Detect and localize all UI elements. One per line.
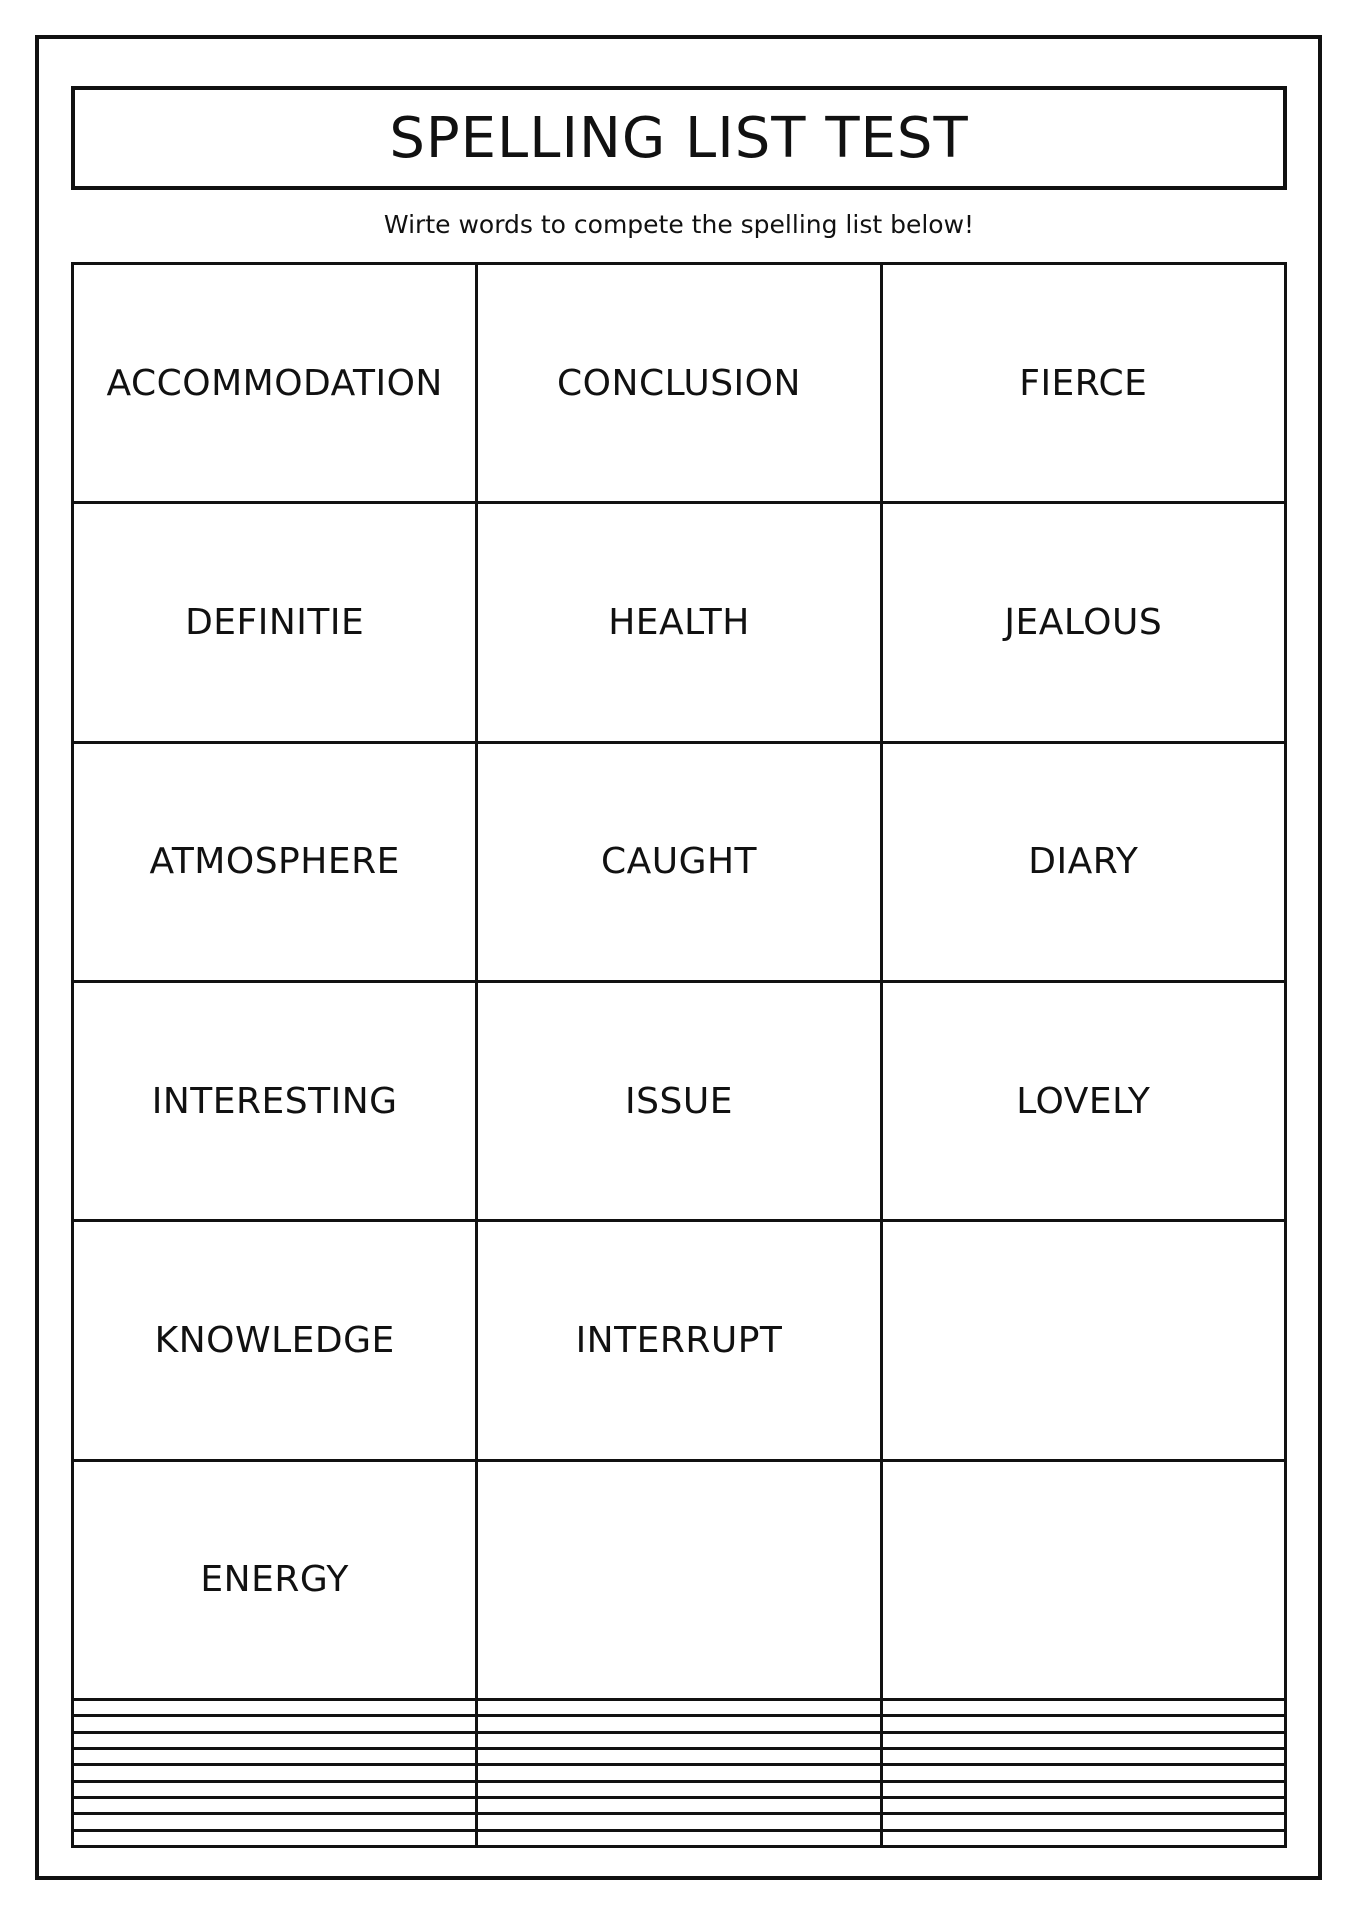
page-title: SPELLING LIST TEST <box>389 105 969 171</box>
spelling-word-cell: LOVELY <box>881 982 1285 1221</box>
title-box <box>71 86 1287 190</box>
blank-word-cell[interactable] <box>73 1765 477 1781</box>
blank-word-cell[interactable] <box>477 1781 881 1797</box>
blank-word-cell[interactable] <box>73 1732 477 1748</box>
blank-word-cell[interactable] <box>477 1749 881 1765</box>
blank-word-cell[interactable] <box>881 1732 1285 1748</box>
blank-word-cell[interactable] <box>881 1700 1285 1716</box>
blank-word-cell[interactable] <box>73 1797 477 1813</box>
blank-word-cell[interactable] <box>881 1765 1285 1781</box>
spelling-word-cell: JEALOUS <box>881 503 1285 742</box>
spelling-word-cell: CAUGHT <box>477 742 881 981</box>
spelling-word-cell: ENERGY <box>73 1460 477 1699</box>
blank-word-cell[interactable] <box>477 1732 881 1748</box>
grid-row <box>73 742 1286 981</box>
grid-row <box>73 264 1286 503</box>
blank-word-cell[interactable] <box>477 1797 881 1813</box>
blank-word-cell[interactable] <box>477 1700 881 1716</box>
spelling-word-cell: ACCOMMODATION <box>73 264 477 503</box>
blank-word-cell[interactable] <box>881 1460 1285 1699</box>
blank-word-cell[interactable] <box>477 1814 881 1830</box>
blank-word-cell[interactable] <box>881 1814 1285 1830</box>
grid-row <box>73 1749 1286 1765</box>
spelling-word-cell: FIERCE <box>881 264 1285 503</box>
blank-word-cell[interactable] <box>73 1781 477 1797</box>
grid-row <box>73 1716 1286 1732</box>
blank-word-cell[interactable] <box>881 1716 1285 1732</box>
spelling-word-cell: DEFINITIE <box>73 503 477 742</box>
blank-word-cell[interactable] <box>73 1830 477 1846</box>
spelling-word-cell: CONCLUSION <box>477 264 881 503</box>
spelling-word-cell: KNOWLEDGE <box>73 1221 477 1460</box>
blank-word-cell[interactable] <box>477 1765 881 1781</box>
instructions-text: Wirte words to compete the spelling list below! <box>383 209 975 239</box>
spelling-word-cell: INTERESTING <box>73 982 477 1221</box>
spelling-word-cell: HEALTH <box>477 503 881 742</box>
grid-row <box>73 503 1286 742</box>
spelling-word-cell: INTERRUPT <box>477 1221 881 1460</box>
grid-row <box>73 1814 1286 1830</box>
blank-word-cell[interactable] <box>881 1830 1285 1846</box>
spelling-grid <box>71 262 1287 1848</box>
blank-word-cell[interactable] <box>73 1814 477 1830</box>
spelling-word-cell: ATMOSPHERE <box>73 742 477 981</box>
spelling-grid-body <box>73 264 1286 1847</box>
blank-word-cell[interactable] <box>881 1749 1285 1765</box>
blank-word-cell[interactable] <box>881 1221 1285 1460</box>
blank-word-cell[interactable] <box>881 1797 1285 1813</box>
grid-row <box>73 1830 1286 1846</box>
blank-word-cell[interactable] <box>477 1460 881 1699</box>
blank-word-cell[interactable] <box>477 1716 881 1732</box>
grid-row <box>73 1221 1286 1460</box>
spelling-word-cell: ISSUE <box>477 982 881 1221</box>
grid-row <box>73 1732 1286 1748</box>
grid-row <box>73 1700 1286 1716</box>
blank-word-cell[interactable] <box>477 1830 881 1846</box>
blank-word-cell[interactable] <box>73 1716 477 1732</box>
grid-row <box>73 1781 1286 1797</box>
grid-row <box>73 1460 1286 1699</box>
grid-row <box>73 982 1286 1221</box>
grid-row <box>73 1765 1286 1781</box>
grid-row <box>73 1797 1286 1813</box>
blank-word-cell[interactable] <box>73 1749 477 1765</box>
blank-word-cell[interactable] <box>881 1781 1285 1797</box>
spelling-word-cell: DIARY <box>881 742 1285 981</box>
blank-word-cell[interactable] <box>73 1700 477 1716</box>
